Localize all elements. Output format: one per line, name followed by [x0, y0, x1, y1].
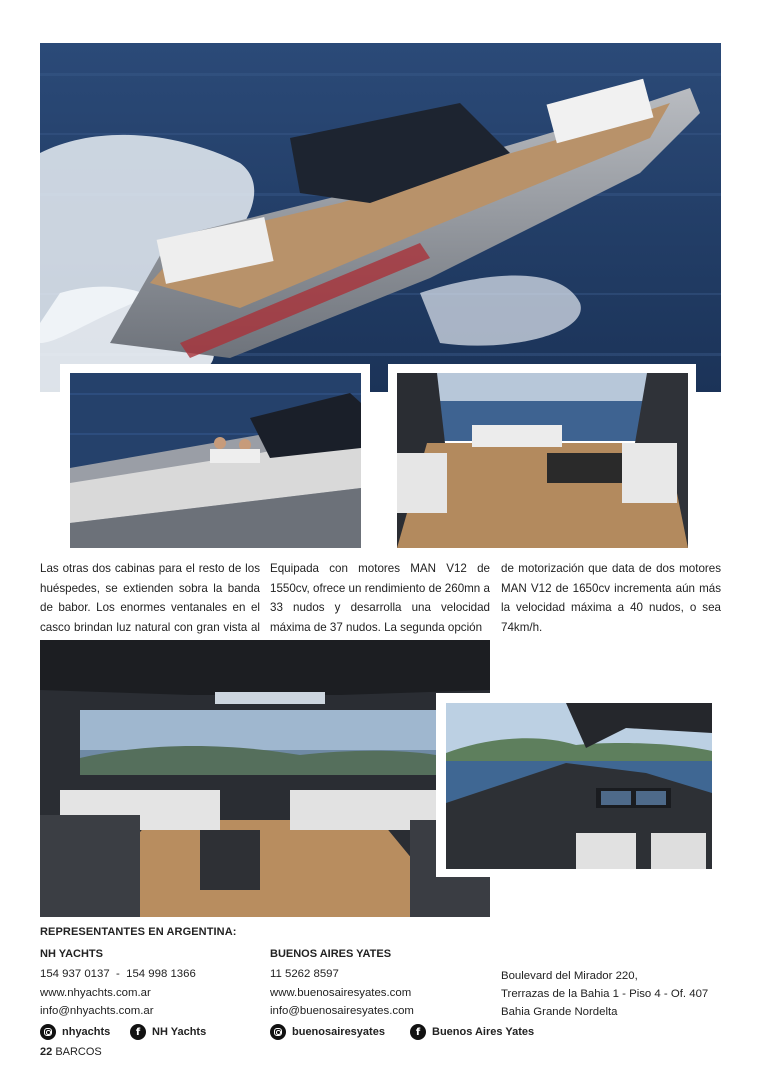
body-column-3: de motorización que data de dos motores MAN V12 de 1650cv incrementa aún más la velocidad máxima a 40 nudos, o sea 74km/h. [501, 562, 721, 634]
buenos-aires-yates-web[interactable]: www.buenosairesyates.com [270, 987, 412, 999]
address-line-3: Bahia Grande Nordelta [501, 1006, 618, 1018]
bay-facebook-name: Buenos Aires Yates [432, 1026, 535, 1038]
nh-facebook[interactable] [130, 1024, 206, 1040]
nh-yachts-phones: 154 937 0137 - 154 998 1366 [40, 968, 196, 980]
bay-facebook[interactable] [410, 1024, 534, 1040]
yacht-aerial-photo [40, 43, 721, 392]
nh-yachts-email[interactable]: info@nhyachts.com.ar [40, 1005, 154, 1017]
representatives-title: REPRESENTANTES EN ARGENTINA: [40, 926, 237, 938]
buenos-aires-yates-name: BUENOS AIRES YATES [270, 948, 392, 960]
page-number: 22 [40, 1046, 53, 1058]
buenos-aires-yates-email[interactable]: info@buenosairesyates.com [270, 1005, 414, 1017]
nh-facebook-name: NH Yachts [152, 1026, 207, 1038]
buenos-aires-yates-phone: 11 5262 8597 [270, 968, 339, 980]
instagram-icon [40, 1024, 56, 1040]
bay-instagram-handle: buenosairesyates [292, 1026, 385, 1038]
page-footer [40, 1046, 102, 1058]
yacht-aft-deck-photo [397, 373, 688, 548]
facebook-icon: f [130, 1024, 146, 1040]
yacht-helm-station-photo [446, 703, 712, 869]
nh-yachts-name: NH YACHTS [40, 948, 103, 960]
yacht-deck-people-photo [70, 373, 361, 548]
nh-yachts-web[interactable]: www.nhyachts.com.ar [40, 987, 151, 999]
address-line-2: Trerrazas de la Bahia 1 - Piso 4 - Of. 407 [501, 988, 709, 1000]
body-column-2: Equipada con motores MAN V12 de 1550cv, ofrece un rendimiento de 260mn a 33 nudos y desarrolla una velocidad máxima de 37 nudos. La segunda opción [270, 562, 490, 634]
nh-instagram[interactable] [40, 1024, 110, 1040]
body-column-1: Las otras dos cabinas para el resto de los huéspedes, se extienden sobra la banda de babor. Los enormes ventanales en el casco brindan luz natural con gran vista al [40, 562, 260, 634]
facebook-icon: f [410, 1024, 426, 1040]
nh-instagram-handle: nhyachts [62, 1026, 111, 1038]
yacht-salon-interior-photo [40, 640, 490, 917]
address-line-1: Boulevard del Mirador 220, [501, 970, 638, 982]
instagram-icon [270, 1024, 286, 1040]
bay-instagram[interactable] [270, 1024, 385, 1040]
section-name: BARCOS [55, 1046, 102, 1058]
